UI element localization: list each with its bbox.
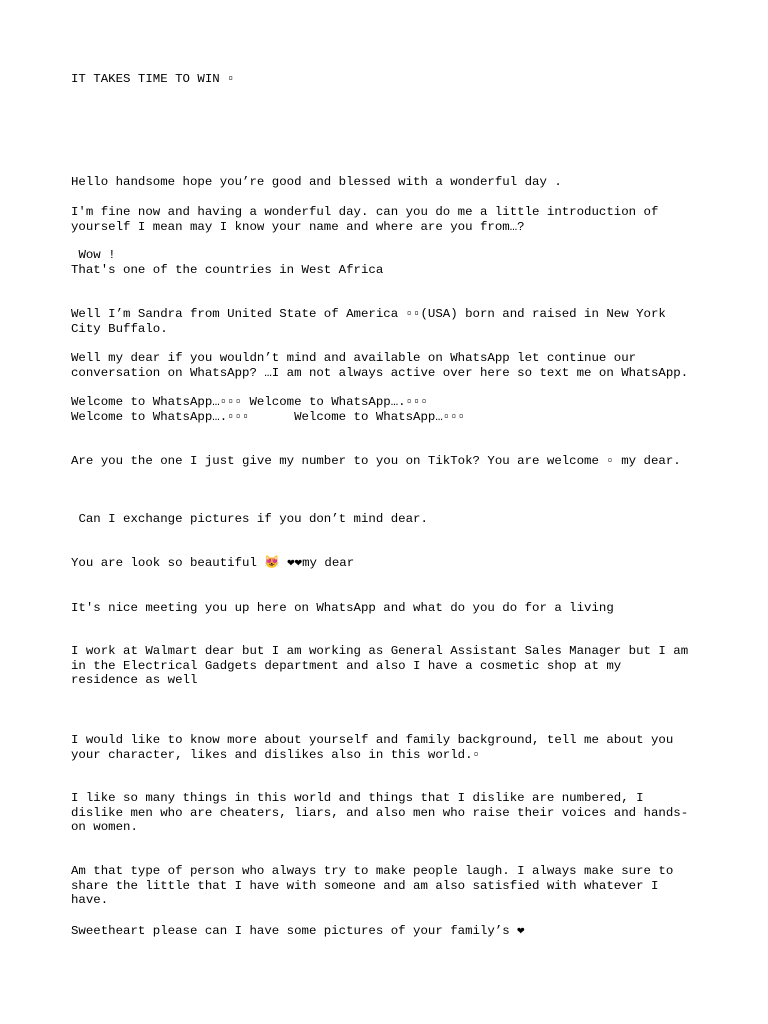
document-title: IT TAKES TIME TO WIN ▫ [71,72,235,86]
paragraph-1: Hello handsome hope you’re good and blessed with a wonderful day . [71,175,562,189]
paragraph-2: I'm fine now and having a wonderful day. can you do me a little introduction of yourself I mean may I know your name and where are you from…? [71,205,659,234]
paragraph-4: Well I’m Sandra from United State of America ▫▫(USA) born and raised in New York City Buffalo. [71,307,666,336]
paragraph-14: Am that type of person who always try to make people laugh. I always make sure to share the little that I have with someone and am also satisfied with whatever I have. [71,864,674,908]
paragraph-5: Well my dear if you wouldn’t mind and available on WhatsApp let continue our conversation on WhatsApp? …I am not always active over here so text me on WhatsApp. [71,351,689,380]
paragraph-11: I work at Walmart dear but I am working as General Assistant Sales Manager but I am in the Electrical Gadgets department and also I have a cosmetic shop at my residence as well [71,644,689,688]
paragraph-15: Sweetheart please can I have some pictures of your family’s ❤ [71,924,525,938]
paragraph-8: Can I exchange pictures if you don’t mind dear. [71,512,428,526]
paragraph-13: I like so many things in this world and things that I dislike are numbered, I dislike men who are cheaters, liars, and also men who raise their voices and hands- on women. [71,791,689,835]
paragraph-9: You are look so beautiful 😻 ❤❤my dear [71,556,355,570]
paragraph-6: Welcome to WhatsApp…▫▫▫ Welcome to WhatsApp….▫▫▫ Welcome to WhatsApp….▫▫▫ Welcome to WhatsApp…▫▫▫ [71,395,466,424]
paragraph-12: I would like to know more about yourself and family background, tell me about you your character, likes and dislikes also in this world.▫ [71,733,674,762]
paragraph-10: It's nice meeting you up here on WhatsApp and what do you do for a living [71,601,614,615]
paragraph-7: Are you the one I just give my number to you on TikTok? You are welcome ▫ my dear. [71,454,681,468]
paragraph-3: Wow ! That's one of the countries in West Africa [71,248,384,277]
